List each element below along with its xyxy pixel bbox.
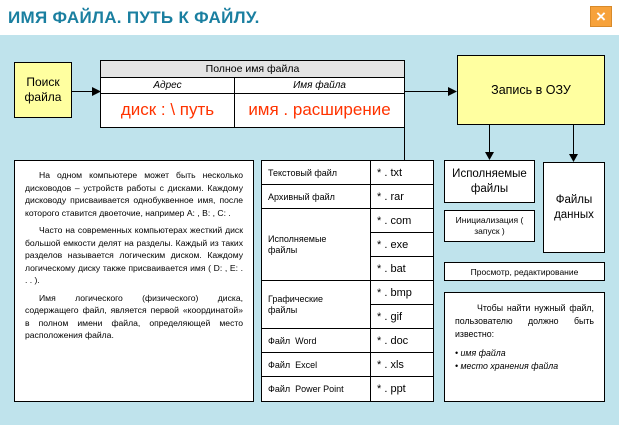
search-file-box: [14, 62, 72, 118]
drives-paragraph-2: Часто на современных компьютерах жесткий диск большой емкости делят на разделы. Каждый из таких разделов называется логическим диском. Каждому логическому диску также присваивается имя ( D: , E: . . . ).: [25, 225, 243, 285]
full-name-title: Полное имя файла: [101, 61, 404, 78]
ext-bmp: * . bmp: [370, 280, 434, 305]
connector-line: [404, 128, 405, 160]
arrow-line: [405, 91, 451, 92]
init-box: [444, 210, 535, 242]
drives-paragraph-3: Имя логического (физического) диска, содержащего файл, является первой «координатой» в полном имени файла, определяющей место расположения файла.: [25, 292, 243, 340]
arrow-head-icon: [569, 154, 578, 162]
requirement-file-name: имя файла: [460, 348, 506, 358]
requirement-file-location: место хранения файла: [460, 361, 559, 371]
ext-exe: * . exe: [370, 232, 434, 257]
drives-info-box: [14, 160, 254, 402]
requirement-item: • имя файла: [455, 348, 506, 358]
type-text: Текстовый файл: [261, 160, 371, 185]
type-excel: Файл Excel: [261, 352, 371, 377]
arrow-head-icon: [485, 152, 494, 160]
arrow-head-icon: [448, 87, 457, 96]
search-requirements-box: [444, 292, 605, 402]
drives-paragraph-1: На одном компьютере может быть несколько дисководов – устройств работы с дисками. Каждому дисководу присваивается однобуквенное имя, после которого ставится двоеточие, например А: , В: , С: .: [25, 170, 243, 218]
type-executable: Исполняемые файлы: [261, 208, 371, 281]
page-title: ИМЯ ФАЙЛА. ПУТЬ К ФАЙЛУ.: [8, 8, 260, 27]
write-ram-label: Запись в ОЗУ: [491, 83, 571, 97]
ext-rar: * . rar: [370, 184, 434, 209]
ext-com: * . com: [370, 208, 434, 233]
executables-box: [444, 160, 535, 203]
view-edit-label: Просмотр, редактирование: [470, 266, 579, 277]
type-powerpoint: Файл Power Point: [261, 376, 371, 402]
search-file-label: Поиск файла: [24, 75, 62, 104]
close-icon: ×: [596, 7, 606, 26]
type-word: Файл Word: [261, 328, 371, 353]
filetype-table: [261, 160, 434, 402]
ext-doc: * . doc: [370, 328, 434, 353]
requirement-item: • место хранения файла: [455, 361, 559, 371]
type-graphics: Графические файлы: [261, 280, 371, 329]
view-edit-box: [444, 262, 605, 281]
close-button[interactable]: [590, 6, 612, 27]
init-label: Инициализация ( запуск ): [455, 215, 524, 236]
ext-xls: * . xls: [370, 352, 434, 377]
executables-label: Исполняемые файлы: [452, 167, 527, 195]
requirements-intro: Чтобы найти нужный файл, пользователю должно быть известно:: [455, 303, 594, 339]
filename-value: имя . расширение: [248, 100, 391, 119]
full-name-block: [100, 60, 405, 128]
ext-txt: * . txt: [370, 160, 434, 185]
ext-ppt: * . ppt: [370, 376, 434, 402]
data-files-label: Файлы данных: [554, 193, 594, 221]
type-archive: Архивный файл: [261, 184, 371, 209]
write-ram-box: [457, 55, 605, 125]
ext-gif: * . gif: [370, 304, 434, 329]
data-files-box: [543, 162, 605, 253]
ext-bat: * . bat: [370, 256, 434, 281]
address-label: Адрес: [101, 78, 235, 94]
filename-label: Имя файла: [235, 78, 404, 94]
address-value: диск : \ путь: [101, 94, 235, 127]
